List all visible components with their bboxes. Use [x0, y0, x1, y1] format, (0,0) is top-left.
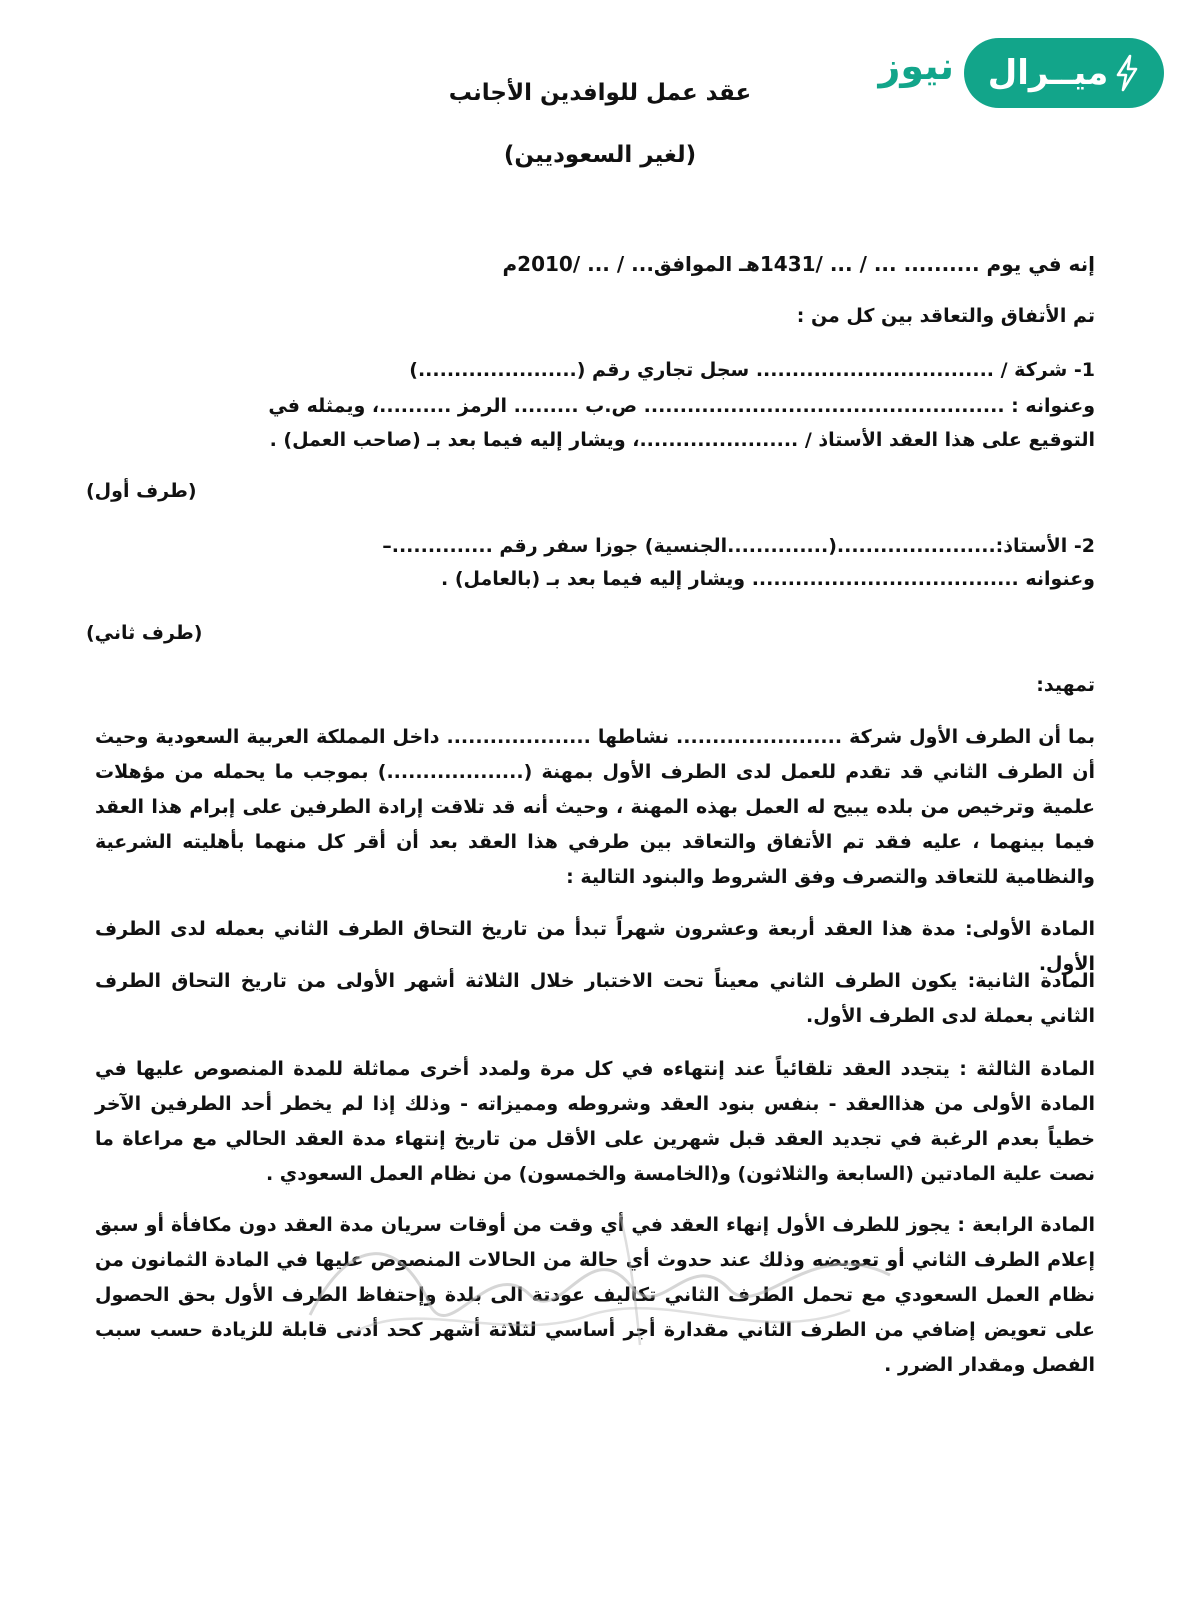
article-4: المادة الرابعة : يجوز للطرف الأول إنهاء العقد في أي وقت من أوقات سريان مدة العقد دون مكافأة أو سبق إعلام الطرف الثاني أو تعويضه وذلك عند حدوث أي حالة من الحالات المنصوص عليها في المادة الثمانون من نظام العمل السعودي مع تحمل الطرف الثاني تكاليف عودتة الى بلدة وإحتفاظ الطرف الأول بحق الحصول على تعويض إضافي من الطرف الثاني مقدارة أجر أساسي لثلاثة أشهر كحد أدنى قابلة للزيادة حسب سبب الفصل ومقدار الضرر . — [95, 1214, 1095, 1376]
document-subtitle: (لغير السعوديين) — [503, 142, 697, 168]
party1-line3: التوقيع على هذا العقد الأستاذ / ......................، ويشار إليه فيما بعد بـ (صاحب العمل) . — [269, 429, 1095, 451]
logo-pill-text: ميــرال — [987, 53, 1109, 93]
party1-line2: وعنوانه : .................................................. ص.ب ......... الرمز ..........، ويمثله في — [268, 395, 1095, 417]
party2-label: (طرف ثاني) — [86, 622, 203, 644]
party2-line1: 2- الأستاذ:......................(..............الجنسية) جوزا سفر رقم ..............– — [382, 535, 1095, 557]
party2-line2: وعنوانه ..................................... ويشار إليه فيما بعد بـ (بالعامل) . — [441, 568, 1095, 590]
intro-line: تم الأتفاق والتعاقد بين كل من : — [796, 305, 1095, 327]
party1-label: (طرف أول) — [86, 480, 197, 502]
party1-line1: 1- شركة / ................................. سجل تجاري رقم (......................) — [409, 359, 1095, 381]
article-2: المادة الثانية: يكون الطرف الثاني معيناً تحت الاختبار خلال الثلاثة أشهر الأولى من تاريخ التحاق الطرف الثاني بعملة لدى الطرف الأول. — [95, 970, 1095, 1027]
document-title: عقد عمل للوافدين الأجانب — [448, 80, 752, 106]
preamble-text: بما أن الطرف الأول شركة ....................... نشاطها .................... داخل المملكة العربية السعودية وحيث أن الطرف الثاني قد تقدم للعمل لدى الطرف الأول بمهنة (...................) بموجب ما يحمله من مؤهلات علمية وترخيص من بلده يبيح له العمل بهذه المهنة ، وحيث أنه قد تلاقت إرادة الطرفين على إبرام هذا العقد فيما بينهما ، عليه فقد تم الأتفاق والتعاقد بين طرفي هذا العقد بعد أن أقر كل منهما بأهليته الشرعية والنظامية للتعاقد والتصرف وفق الشروط والبنود التالية : — [95, 726, 1095, 888]
article-3: المادة الثالثة : يتجدد العقد تلقائياً عند إنتهاءه في كل مرة ولمدد أخرى مماثلة للمدة المنصوص عليها في المادة الأولى من هذاالعقد - بنفس بنود العقد وشروطه ومميزاته - وذلك إذا لم يخطر أحد الطرفين الآخر خطياً بعدم الرغبة في تجديد العقد قبل شهرين على الأقل من تاريخ إنتهاء مدة العقد الحالي مع مراعاة ما نصت علية المادتين (السابعة والثلاثون) و(الخامسة والخمسون) من نظام العمل السعودي . — [95, 1058, 1095, 1185]
article-1: المادة الأولى: مدة هذا العقد أربعة وعشرون شهراً تبدأ من تاريخ التحاق الطرف الثاني بعمله لدى الطرف الأول. — [95, 918, 1095, 975]
preamble-heading: تمهيد: — [1036, 674, 1095, 696]
date-line: إنه في يوم .......... ... / ... /1431هـ الموافق... / ... /2010م — [502, 252, 1095, 276]
logo-second-text: نيوز — [878, 44, 954, 88]
